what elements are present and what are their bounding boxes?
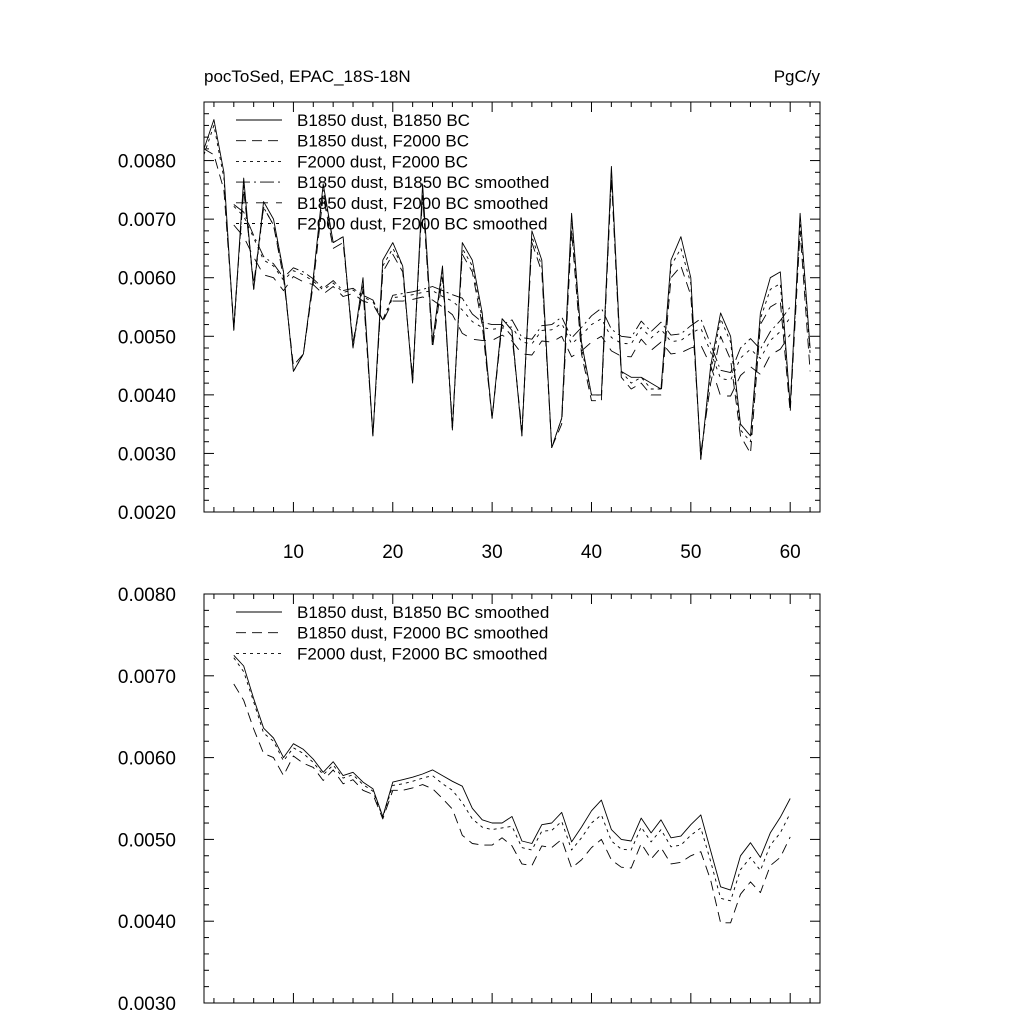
legend-label: F2000 dust, F2000 BC smoothed <box>297 214 548 234</box>
y-tick-label: 0.0070 <box>117 210 176 232</box>
y-tick-label: 0.0030 <box>117 444 176 466</box>
legend-label: B1850 dust, B1850 BC smoothed <box>297 603 550 622</box>
chart-title: pocToSed, EPAC_18S-18N <box>204 67 411 86</box>
legend-label: B1850 dust, F2000 BC smoothed <box>297 623 549 643</box>
x-tick-label: 30 <box>481 542 503 563</box>
y-tick-label: 0.0050 <box>117 830 176 852</box>
legend-label: B1850 dust, F2000 BC <box>297 131 470 151</box>
y-tick-label: 0.0080 <box>117 151 176 173</box>
y-tick-label: 0.0040 <box>117 385 176 407</box>
x-tick-label: 40 <box>580 542 603 563</box>
y-tick-label: 0.0020 <box>117 503 176 524</box>
y-tick-label: 0.0060 <box>117 268 176 290</box>
legend-label: F2000 dust, F2000 BC <box>297 152 469 172</box>
legend-label: B1850 dust, B1850 BC <box>297 111 470 130</box>
series-line-2 <box>234 684 790 923</box>
series-line-3 <box>234 658 790 901</box>
y-tick-label: 0.0070 <box>117 666 176 688</box>
legend-label: F2000 dust, F2000 BC smoothed <box>297 644 548 664</box>
top-panel <box>118 67 821 563</box>
x-tick-label: 20 <box>382 542 404 563</box>
legend-label: B1850 dust, F2000 BC smoothed <box>297 193 549 213</box>
y-tick-label: 0.0040 <box>117 912 176 934</box>
legend-label: B1850 dust, B1850 BC smoothed <box>297 173 550 193</box>
y-tick-label: 0.0060 <box>117 748 176 770</box>
x-tick-label: 10 <box>282 542 304 563</box>
bottom-panel <box>118 585 820 1015</box>
x-tick-label: 60 <box>779 542 801 563</box>
units-label: PgC/y <box>773 67 820 86</box>
y-tick-label: 0.0050 <box>117 327 176 349</box>
x-tick-label: 50 <box>680 542 702 563</box>
y-tick-label: 0.0080 <box>117 585 176 606</box>
y-tick-label: 0.0030 <box>117 994 176 1015</box>
series-line-1 <box>234 655 790 890</box>
series-line-1 <box>204 120 810 460</box>
